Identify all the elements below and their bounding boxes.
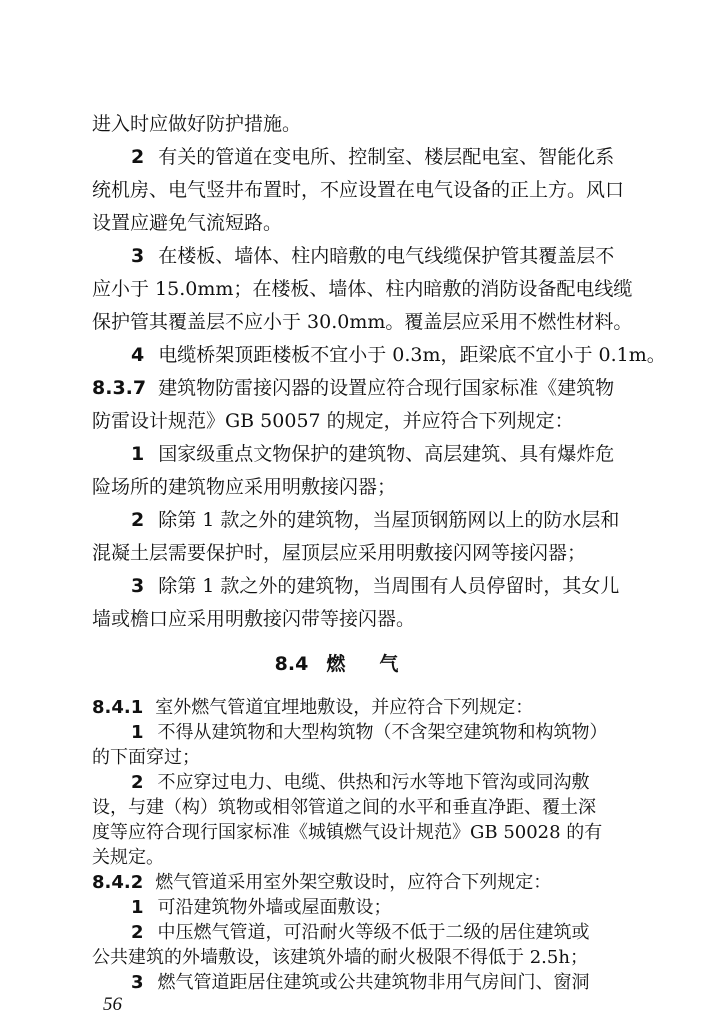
text-line: 墙或檐口应采用明敷接闪带等接闪器。 <box>92 608 416 630</box>
list-item-line: 4 电缆桥架顶距楼板不宜小于 0.3m，距梁底不宜小于 0.1m。 <box>131 344 666 366</box>
section-heading <box>0 652 707 676</box>
item-number: 1 <box>131 897 144 918</box>
text-line: 保护管其覆盖层不应小于 30.0mm。覆盖层应采用不燃性材料。 <box>92 311 633 333</box>
clause-number: 8.4.1 <box>92 697 144 718</box>
item-number: 4 <box>131 344 145 366</box>
section-title: 燃气 <box>326 653 433 675</box>
text-line: 设置应避免气流短路。 <box>92 212 283 234</box>
text-line: 混凝土层需要保护时，屋顶层应采用明敷接闪网等接闪器； <box>92 542 587 564</box>
item-number: 3 <box>131 972 144 993</box>
item-number: 1 <box>131 722 144 743</box>
item-number: 2 <box>131 772 144 793</box>
text-line: 进入时应做好防护措施。 <box>92 113 302 135</box>
list-item-line: 2 有关的管道在变电所、控制室、楼层配电室、智能化系 <box>131 146 615 168</box>
item-number: 1 <box>131 443 145 465</box>
list-item-line: 1 国家级重点文物保护的建筑物、高层建筑、具有爆炸危 <box>131 443 615 465</box>
clause-line: 8.3.7 建筑物防雷接闪器的设置应符合现行国家标准《建筑物 <box>92 377 615 399</box>
list-item-line: 2 除第 1 款之外的建筑物，当屋顶钢筋网以上的防水层和 <box>131 509 620 531</box>
text-line: 统机房、电气竖井布置时，不应设置在电气设备的正上方。风口 <box>92 179 625 201</box>
text-line: 应小于 15.0mm；在楼板、墙体、柱内暗敷的消防设备配电线缆 <box>92 278 633 300</box>
text-line: 关规定。 <box>92 847 164 868</box>
list-item-line-overflow: 3 燃气管道距居住建筑或公共建筑物非用气房间门、窗洞 <box>131 972 590 993</box>
text-line: 度等应符合现行国家标准《城镇燃气设计规范》GB 50028 的有 <box>92 822 603 843</box>
list-item-line: 1 不得从建筑物和大型构筑物（不含架空建筑物和构筑物） <box>131 722 608 743</box>
item-number: 2 <box>131 146 145 168</box>
item-number: 3 <box>131 575 145 597</box>
list-item-line: 2 不应穿过电力、电缆、供热和污水等地下管沟或同沟敷 <box>131 772 590 793</box>
text-line: 设，与建（构）筑物或相邻管道之间的水平和垂直净距、覆土深 <box>92 797 596 818</box>
text-line: 防雷设计规范》GB 50057 的规定，并应符合下列规定： <box>92 410 574 432</box>
clause-line: 8.4.2 燃气管道采用室外架空敷设时，应符合下列规定： <box>92 872 552 893</box>
list-item-line: 3 在楼板、墙体、柱内暗敷的电气线缆保护管其覆盖层不 <box>131 245 615 267</box>
list-item-line: 1 可沿建筑物外墙或屋面敷设； <box>131 897 392 918</box>
text-line-overflow: 公共建筑的外墙敷设，该建筑外墙的耐火极限不得低于 2.5h； <box>92 947 588 968</box>
item-number: 2 <box>131 509 145 531</box>
list-item-line: 3 除第 1 款之外的建筑物，当周围有人员停留时，其女儿 <box>131 575 620 597</box>
clause-number: 8.4.2 <box>92 872 144 893</box>
text-line: 的下面穿过； <box>92 747 200 768</box>
item-number: 2 <box>131 922 144 943</box>
text-line: 险场所的建筑物应采用明敷接闪器； <box>92 476 397 498</box>
list-item-line-overflow: 2 中压燃气管道，可沿耐火等级不低于二级的居住建筑或 <box>131 922 590 943</box>
clause-number: 8.3.7 <box>92 377 147 399</box>
item-number: 3 <box>131 245 145 267</box>
clause-line: 8.4.1 室外燃气管道宜埋地敷设，并应符合下列规定： <box>92 697 534 718</box>
page-number: 56 <box>103 994 122 1015</box>
section-number: 8.4 <box>274 653 309 675</box>
